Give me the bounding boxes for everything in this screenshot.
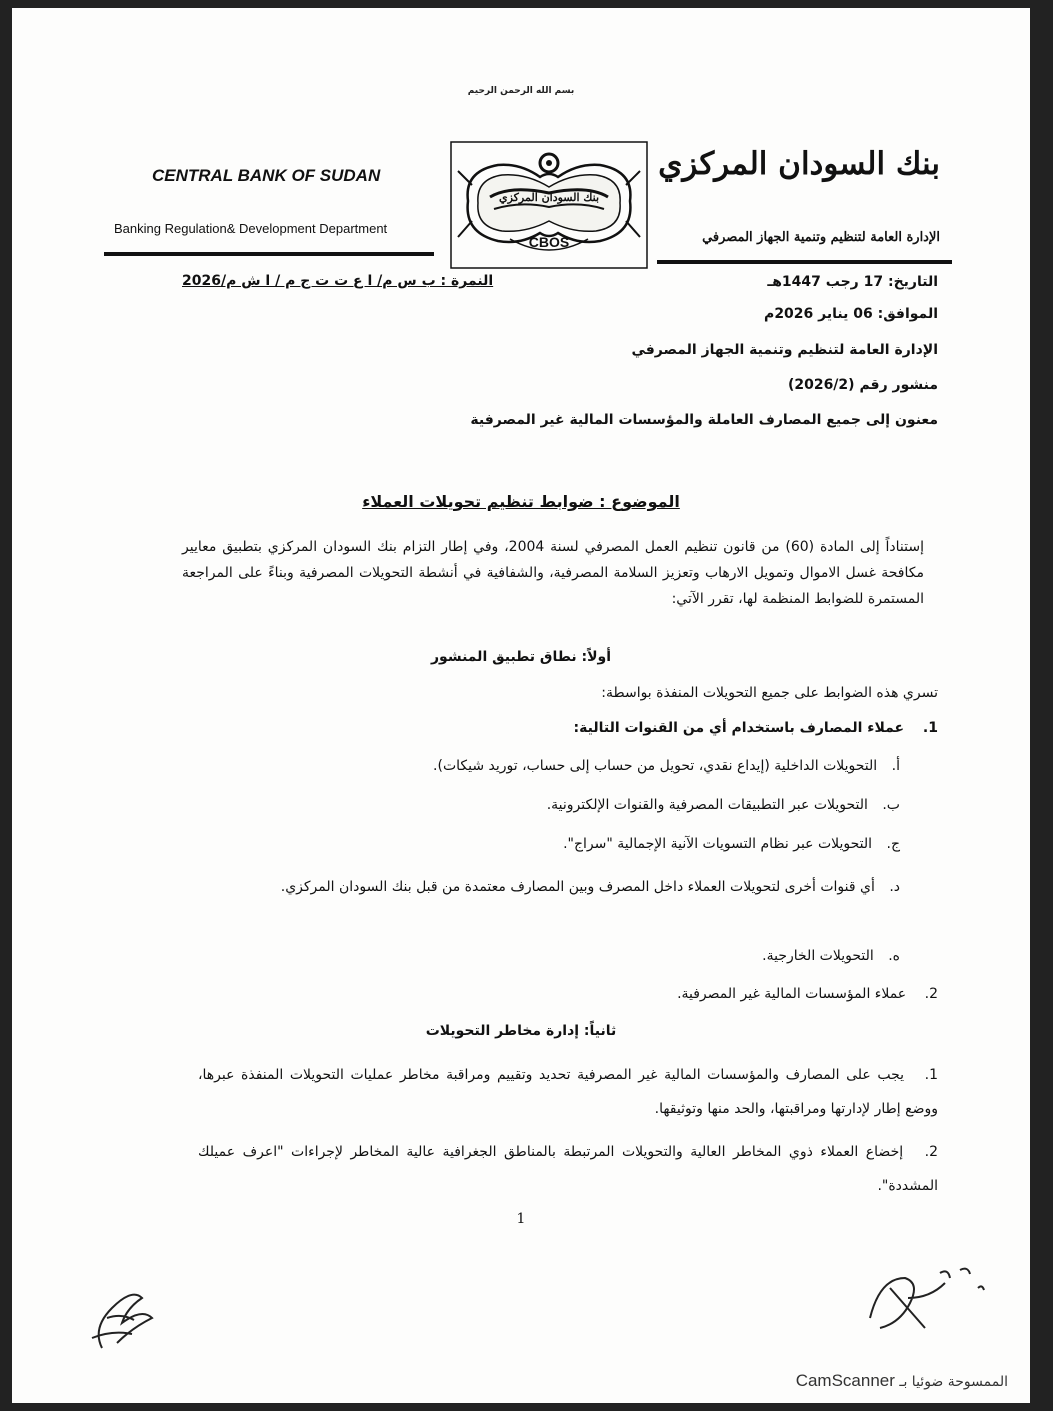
document-page [12,8,1030,1403]
list-text: إخضاع العملاء ذوي المخاطر العالية والتحويلات المرتبطة بالمناطق الجغرافية عالية المخاطر لإجراءات "اعرف عميلك المشددة". [198,1144,938,1194]
bismillah: بسم الله الرحمن الرحيم [467,86,575,96]
reference-number: النمرة : ب س م/ ا ع ت ت ج م / ا ش م/2026 [182,273,494,289]
circular-number: منشور رقم (2026/2) [787,377,938,393]
department-ar: الإدارة العامة لتنظيم وتنمية الجهاز المصرفي [702,230,940,245]
list-item [563,836,900,852]
list-item [574,720,938,736]
section2-title: ثانياً: إدارة مخاطر التحويلات [425,1023,617,1039]
header-rule-left [104,252,434,256]
signature-right [850,1258,1000,1338]
header-rule-right [657,260,952,264]
sub-letter: د. [889,879,900,895]
date-hijri: التاريخ: 17 رجب 1447هـ [767,274,938,290]
sub-text: التحويلات عبر نظام التسويات الآنية الإجمالية "سراج". [563,836,873,852]
sub-text: التحويلات الخارجية. [762,948,874,964]
list-text: يجب على المصارف والمؤسسات المالية غير المصرفية تحديد وتقييم ومراقبة مخاطر عمليات التحويلات المنفذة عبرها، ووضع إطار لإدارتها ومراقبتها، والحد منها وتوثيقها. [198,1067,938,1117]
sub-letter: ج. [886,836,900,852]
list-number: 1. [924,1067,938,1083]
scanner-prefix: الممسوحة ضوئيا بـ [899,1374,1008,1390]
list-item [547,797,900,813]
list-item [762,948,900,964]
section1-title: أولاً: نطاق تطبيق المنشور [431,649,611,665]
sub-text: أي قنوات أخرى لتحويلات العملاء داخل المصرف وبين المصارف معتمدة من قبل بنك السودان المركزي. [280,879,875,895]
page-number: 1 [516,1211,526,1227]
bank-name-ar: بنك السودان المركزي [658,146,940,182]
list-item [198,1135,938,1203]
issuer: الإدارة العامة لتنظيم وتنمية الجهاز المصرفي [631,342,938,358]
department-en: Banking Regulation& Development Department [114,221,388,236]
camscanner-watermark [796,1371,1008,1391]
sub-letter: أ. [891,758,900,774]
sub-letter: ب. [882,797,900,813]
seal-abbreviation: CBOS [528,234,570,250]
addressee: معنون إلى جميع المصارف العاملة والمؤسسات المالية غير المصرفية [470,412,938,428]
subject: الموضوع : ضوابط تنظيم تحويلات العملاء [362,492,680,511]
signature-left [72,1268,182,1358]
list-item [677,986,938,1002]
intro-paragraph: إستناداً إلى المادة (60) من قانون تنظيم العمل المصرفي لسنة 2004، وفي إطار التزام بنك السودان المركزي بتطبيق معايير مكافحة غسل الاموال وتمويل الارهاب وتعزيز السلامة المصرفية، والشفافية في أنشطة التحويلات المصرفية وبناءً على المراجعة المستمرة للضوابط المنظمة لها، تقرر الآتي: [182,539,924,607]
list-number: 1. [922,720,938,736]
sub-text: التحويلات عبر التطبيقات المصرفية والقنوات الإلكترونية. [546,797,868,813]
list-number: 2. [924,986,938,1002]
bank-name-en: CENTRAL BANK OF SUDAN [152,166,381,185]
list-item [198,1058,938,1126]
section1-lead: تسري هذه الضوابط على جميع التحويلات المنفذة بواسطة: [601,685,938,701]
list-text: عملاء المؤسسات المالية غير المصرفية. [677,986,907,1002]
list-number: 2. [924,1144,939,1160]
seal-arabic-text: بنك السودان المركزي [499,191,599,204]
sub-text: التحويلات الداخلية (إيداع نقدي، تحويل من حساب إلى حساب، توريد شيكات). [433,758,878,774]
date-gregorian: الموافق: 06 يناير 2026م [764,306,938,322]
gear-icon [540,154,558,172]
list-item [433,758,900,774]
list-item [200,870,900,904]
scanner-brand: CamScanner [795,1371,895,1390]
list-text: عملاء المصارف باستخدام أي من القنوات التالية: [573,720,905,736]
bank-seal-logo [450,141,648,269]
sub-letter: ه. [888,948,900,964]
